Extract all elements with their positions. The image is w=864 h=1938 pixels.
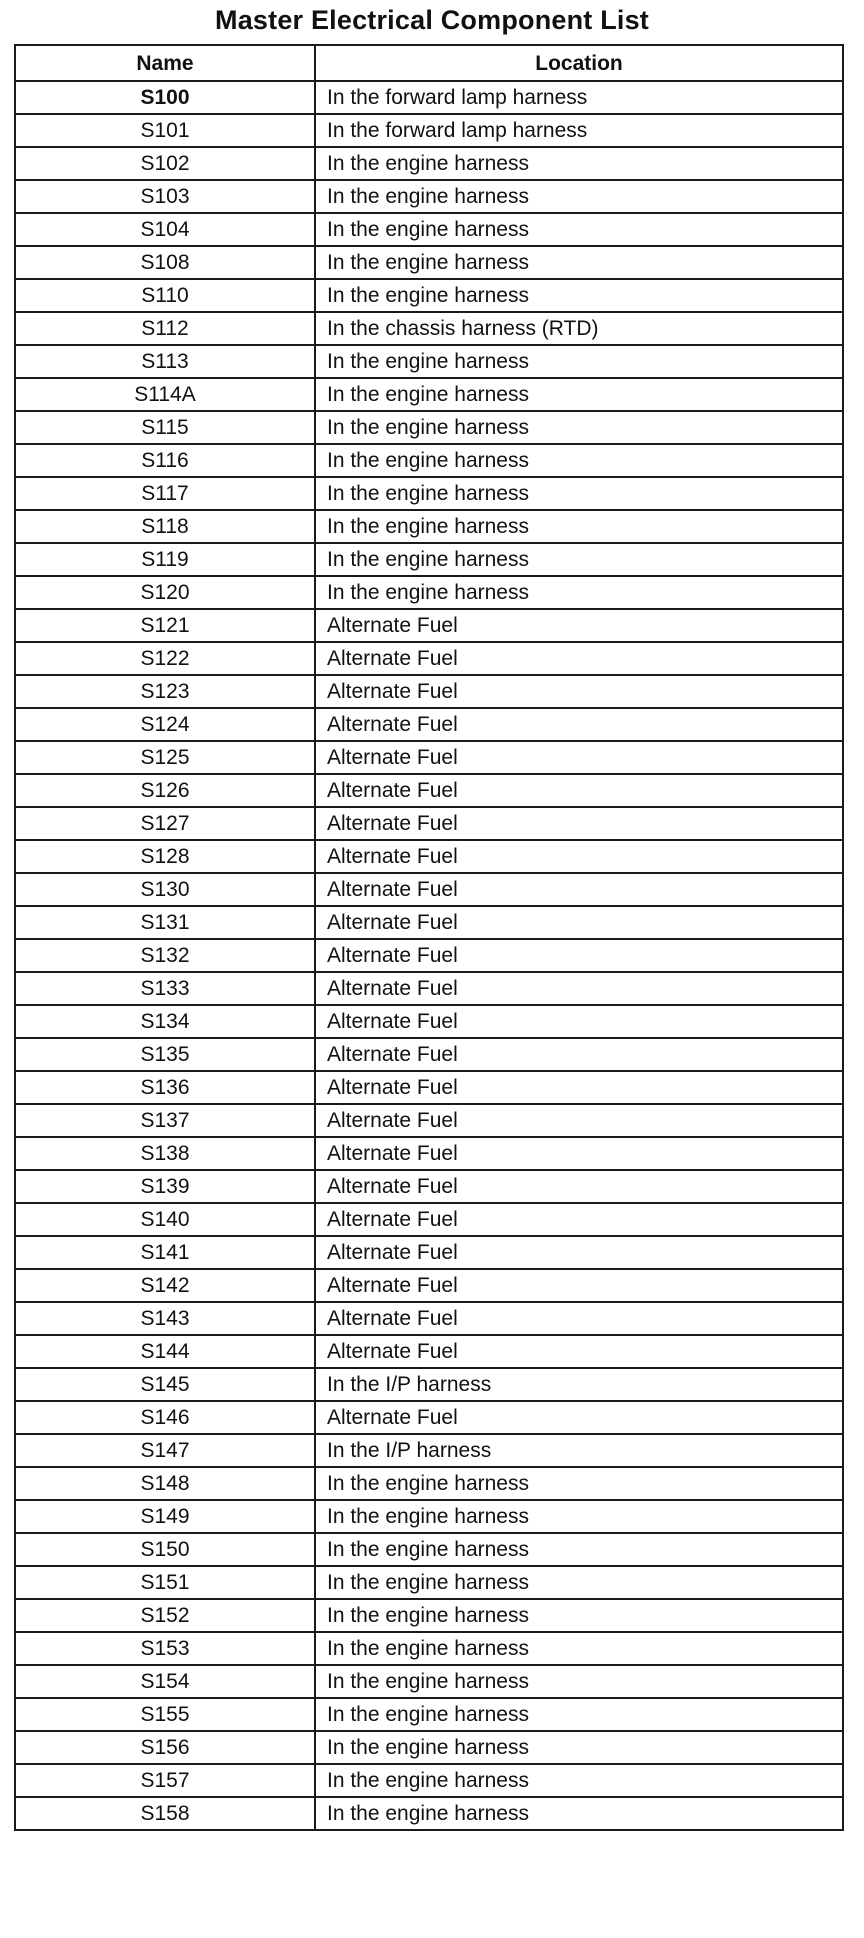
- component-location-cell: Alternate Fuel: [315, 1137, 843, 1170]
- component-name-cell: S156: [15, 1731, 315, 1764]
- table-row: [15, 1170, 843, 1203]
- component-location-cell: In the engine harness: [315, 510, 843, 543]
- component-name-cell: S124: [15, 708, 315, 741]
- component-name-cell: S122: [15, 642, 315, 675]
- component-name-cell: S108: [15, 246, 315, 279]
- component-name-cell: S136: [15, 1071, 315, 1104]
- table-row: [15, 1533, 843, 1566]
- component-name-cell: S118: [15, 510, 315, 543]
- component-name-cell: S140: [15, 1203, 315, 1236]
- component-location-cell: In the chassis harness (RTD): [315, 312, 843, 345]
- component-name-cell: S123: [15, 675, 315, 708]
- component-name-cell: S120: [15, 576, 315, 609]
- component-location-cell: In the I/P harness: [315, 1434, 843, 1467]
- component-location-cell: In the engine harness: [315, 576, 843, 609]
- component-location-cell: Alternate Fuel: [315, 609, 843, 642]
- component-location-cell: Alternate Fuel: [315, 675, 843, 708]
- table-row: [15, 1005, 843, 1038]
- component-location-cell: In the engine harness: [315, 1698, 843, 1731]
- component-location-cell: Alternate Fuel: [315, 1170, 843, 1203]
- table-row: [15, 939, 843, 972]
- table-row: [15, 1302, 843, 1335]
- table-row: [15, 1500, 843, 1533]
- table-row: [15, 378, 843, 411]
- table-row: [15, 1401, 843, 1434]
- component-location-cell: In the engine harness: [315, 147, 843, 180]
- component-location-cell: In the engine harness: [315, 378, 843, 411]
- component-location-cell: Alternate Fuel: [315, 873, 843, 906]
- component-location-cell: In the engine harness: [315, 411, 843, 444]
- component-location-cell: In the engine harness: [315, 1566, 843, 1599]
- component-location-cell: In the engine harness: [315, 444, 843, 477]
- table-row: [15, 576, 843, 609]
- page-title: Master Electrical Component List: [215, 5, 649, 35]
- component-location-cell: Alternate Fuel: [315, 972, 843, 1005]
- component-location-cell: In the forward lamp harness: [315, 114, 843, 147]
- column-header-location: Location: [315, 45, 843, 81]
- component-location-cell: In the engine harness: [315, 1632, 843, 1665]
- component-name-cell: S134: [15, 1005, 315, 1038]
- component-name-cell: S145: [15, 1368, 315, 1401]
- component-location-cell: In the I/P harness: [315, 1368, 843, 1401]
- table-header: [15, 45, 843, 81]
- component-location-cell: Alternate Fuel: [315, 840, 843, 873]
- table-row: [15, 444, 843, 477]
- component-location-cell: Alternate Fuel: [315, 807, 843, 840]
- component-location-cell: In the engine harness: [315, 180, 843, 213]
- table-row: [15, 213, 843, 246]
- table-row: [15, 1731, 843, 1764]
- component-name-cell: S128: [15, 840, 315, 873]
- component-location-cell: Alternate Fuel: [315, 1071, 843, 1104]
- table-row: [15, 1236, 843, 1269]
- component-name-cell: S155: [15, 1698, 315, 1731]
- table-row: [15, 1104, 843, 1137]
- component-location-cell: In the engine harness: [315, 543, 843, 576]
- component-location-cell: In the engine harness: [315, 477, 843, 510]
- table-row: [15, 345, 843, 378]
- table-row: [15, 774, 843, 807]
- component-name-cell: S154: [15, 1665, 315, 1698]
- component-name-cell: S157: [15, 1764, 315, 1797]
- table-row: [15, 279, 843, 312]
- header-row: [15, 45, 843, 81]
- component-location-cell: Alternate Fuel: [315, 1401, 843, 1434]
- component-name-cell: S119: [15, 543, 315, 576]
- component-name-cell: S152: [15, 1599, 315, 1632]
- component-location-cell: Alternate Fuel: [315, 1038, 843, 1071]
- component-name-cell: S112: [15, 312, 315, 345]
- component-name-cell: S113: [15, 345, 315, 378]
- component-location-cell: Alternate Fuel: [315, 1203, 843, 1236]
- component-name-cell: S137: [15, 1104, 315, 1137]
- table-row: [15, 1038, 843, 1071]
- component-name-cell: S126: [15, 774, 315, 807]
- component-location-cell: Alternate Fuel: [315, 642, 843, 675]
- table-row: [15, 1797, 843, 1830]
- table-row: [15, 906, 843, 939]
- table-row: [15, 708, 843, 741]
- table-row: [15, 114, 843, 147]
- table-row: [15, 1764, 843, 1797]
- table-row: [15, 1368, 843, 1401]
- component-name-cell: S130: [15, 873, 315, 906]
- component-name-cell: S104: [15, 213, 315, 246]
- component-name-cell: S110: [15, 279, 315, 312]
- component-name-cell: S121: [15, 609, 315, 642]
- table-row: [15, 741, 843, 774]
- component-name-cell: S101: [15, 114, 315, 147]
- component-name-cell: S131: [15, 906, 315, 939]
- component-name-cell: S142: [15, 1269, 315, 1302]
- table-row: [15, 642, 843, 675]
- table-row: [15, 1434, 843, 1467]
- component-name-cell: S102: [15, 147, 315, 180]
- table-row: [15, 873, 843, 906]
- component-location-cell: Alternate Fuel: [315, 1335, 843, 1368]
- component-name-cell: S133: [15, 972, 315, 1005]
- component-name-cell: S132: [15, 939, 315, 972]
- table-row: [15, 81, 843, 114]
- component-location-cell: In the engine harness: [315, 1533, 843, 1566]
- component-name-cell: S135: [15, 1038, 315, 1071]
- table-row: [15, 510, 843, 543]
- table-row: [15, 1071, 843, 1104]
- table-body: [15, 81, 843, 1830]
- component-name-cell: S149: [15, 1500, 315, 1533]
- component-location-cell: Alternate Fuel: [315, 741, 843, 774]
- component-name-cell: S153: [15, 1632, 315, 1665]
- table-row: [15, 675, 843, 708]
- component-location-cell: Alternate Fuel: [315, 1302, 843, 1335]
- column-header-name: Name: [15, 45, 315, 81]
- component-location-cell: In the engine harness: [315, 1764, 843, 1797]
- component-location-cell: In the engine harness: [315, 213, 843, 246]
- table-row: [15, 477, 843, 510]
- component-name-cell: S151: [15, 1566, 315, 1599]
- component-location-cell: In the engine harness: [315, 1599, 843, 1632]
- table-row: [15, 840, 843, 873]
- component-location-cell: Alternate Fuel: [315, 708, 843, 741]
- table-row: [15, 1698, 843, 1731]
- component-name-cell: S146: [15, 1401, 315, 1434]
- table-row: [15, 180, 843, 213]
- component-location-cell: Alternate Fuel: [315, 1236, 843, 1269]
- component-name-cell: S141: [15, 1236, 315, 1269]
- table-row: [15, 1269, 843, 1302]
- component-name-cell: S143: [15, 1302, 315, 1335]
- component-location-cell: Alternate Fuel: [315, 1269, 843, 1302]
- table-row: [15, 1467, 843, 1500]
- table-row: [15, 543, 843, 576]
- component-location-cell: In the engine harness: [315, 246, 843, 279]
- component-name-cell: S114A: [15, 378, 315, 411]
- component-name-cell: S138: [15, 1137, 315, 1170]
- component-name-cell: S116: [15, 444, 315, 477]
- component-location-cell: Alternate Fuel: [315, 1104, 843, 1137]
- table-row: [15, 972, 843, 1005]
- component-location-cell: In the engine harness: [315, 1797, 843, 1830]
- component-name-cell: S103: [15, 180, 315, 213]
- component-name-cell: S115: [15, 411, 315, 444]
- table-row: [15, 807, 843, 840]
- component-name-cell: S139: [15, 1170, 315, 1203]
- component-location-cell: In the engine harness: [315, 1500, 843, 1533]
- component-location-cell: Alternate Fuel: [315, 906, 843, 939]
- table-row: [15, 1566, 843, 1599]
- table-row: [15, 147, 843, 180]
- component-name-cell: S158: [15, 1797, 315, 1830]
- component-location-cell: In the engine harness: [315, 1731, 843, 1764]
- component-name-cell: S117: [15, 477, 315, 510]
- component-name-cell: S125: [15, 741, 315, 774]
- component-location-cell: In the engine harness: [315, 345, 843, 378]
- component-name-cell: S150: [15, 1533, 315, 1566]
- table-row: [15, 609, 843, 642]
- component-name-cell: S148: [15, 1467, 315, 1500]
- table-row: [15, 246, 843, 279]
- component-table: [14, 44, 844, 1831]
- table-row: [15, 1599, 843, 1632]
- table-row: [15, 1632, 843, 1665]
- table-row: [15, 312, 843, 345]
- table-row: [15, 1137, 843, 1170]
- table-row: [15, 1203, 843, 1236]
- component-location-cell: Alternate Fuel: [315, 774, 843, 807]
- component-name-cell: S100: [15, 81, 315, 114]
- component-location-cell: Alternate Fuel: [315, 1005, 843, 1038]
- component-location-cell: In the engine harness: [315, 1467, 843, 1500]
- component-location-cell: In the forward lamp harness: [315, 81, 843, 114]
- table-row: [15, 411, 843, 444]
- table-row: [15, 1665, 843, 1698]
- component-location-cell: In the engine harness: [315, 279, 843, 312]
- component-location-cell: Alternate Fuel: [315, 939, 843, 972]
- table-row: [15, 1335, 843, 1368]
- component-name-cell: S147: [15, 1434, 315, 1467]
- component-location-cell: In the engine harness: [315, 1665, 843, 1698]
- component-name-cell: S127: [15, 807, 315, 840]
- component-name-cell: S144: [15, 1335, 315, 1368]
